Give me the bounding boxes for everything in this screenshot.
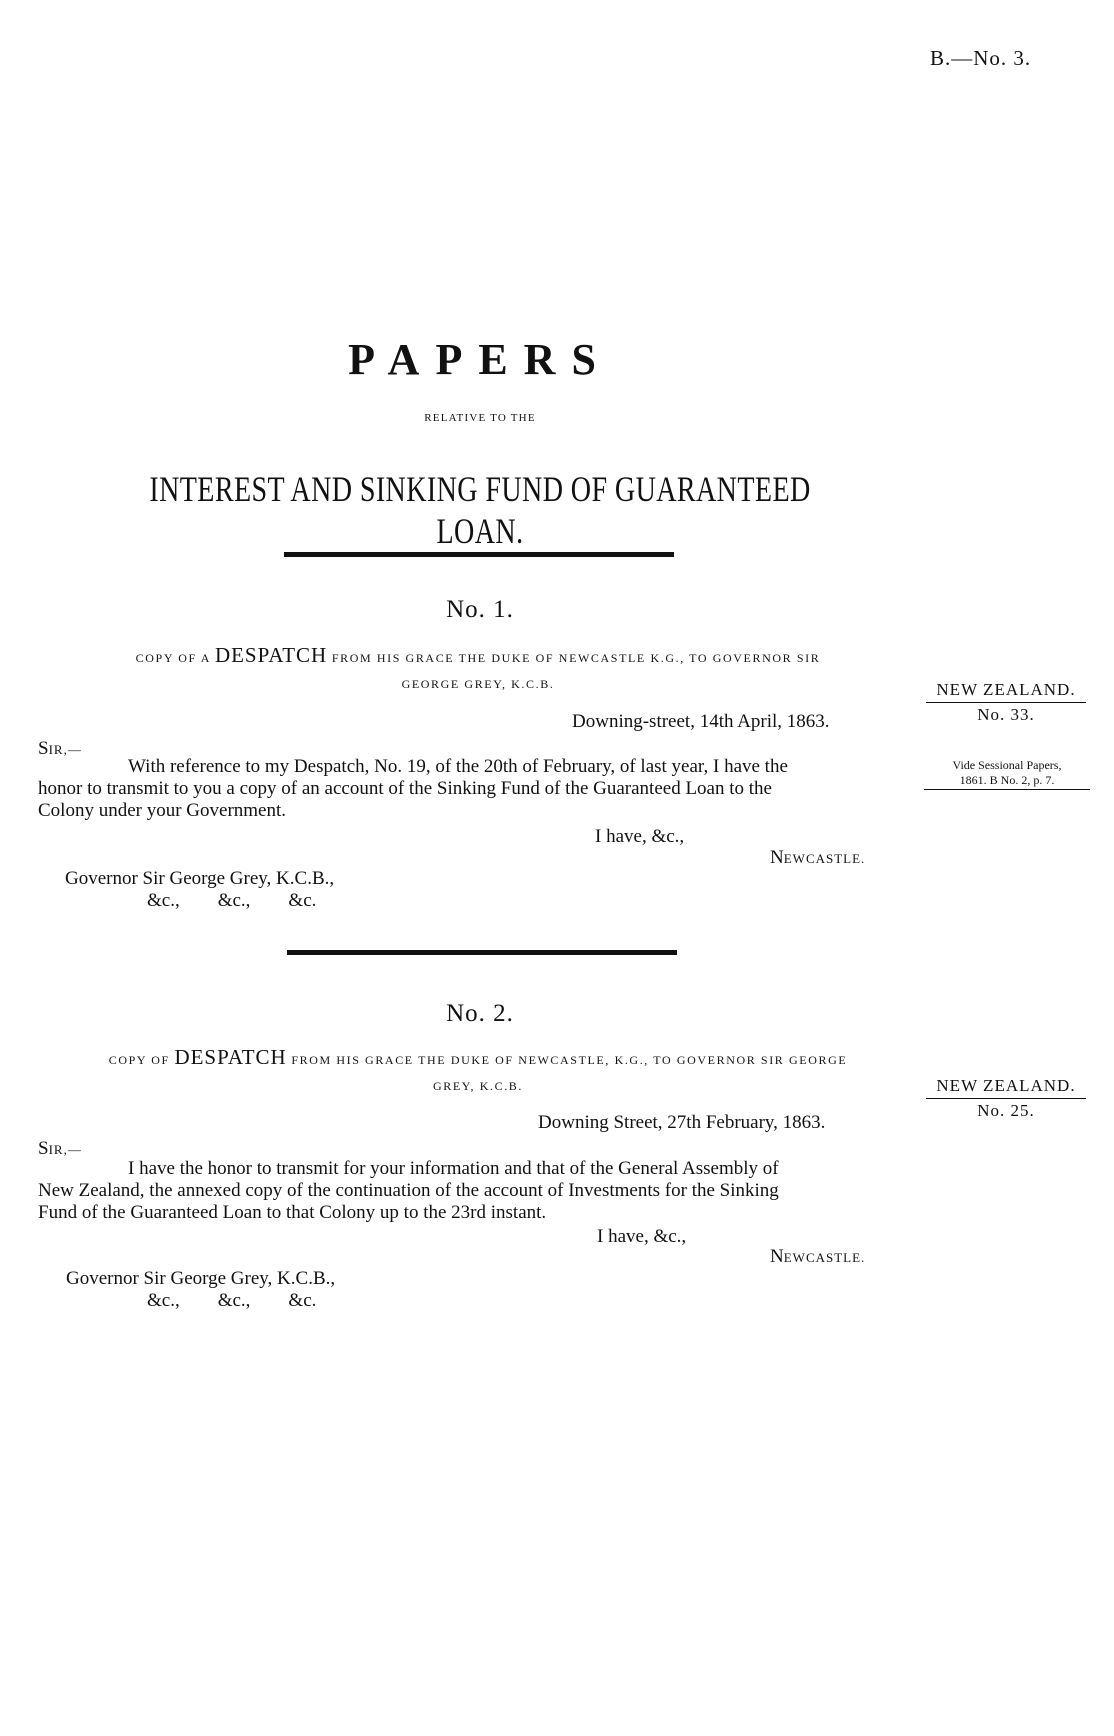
body-line: Fund of the Guaranteed Loan to that Colony up to the 23rd instant.	[38, 1202, 547, 1223]
margin-rule	[926, 1098, 1086, 1099]
body-line: Colony under your Government.	[38, 800, 287, 821]
signature: NEWCASTLE.	[770, 847, 866, 868]
addressee: Governor Sir George Grey, K.C.B.,	[66, 1268, 336, 1289]
despatch-date: Downing Street, 27th February, 1863.	[538, 1112, 826, 1133]
page-title: PAPERS	[348, 335, 612, 384]
caption-text: FROM HIS GRACE THE DUKE OF NEWCASTLE K.G., TO GOVERNOR SIR	[331, 651, 821, 665]
despatch-number: No. 1.	[446, 596, 514, 623]
body-line: New Zealand, the annexed copy of the continuation of the account of Investments for the Sinking	[38, 1180, 779, 1201]
addressee: Governor Sir George Grey, K.C.B.,	[65, 868, 335, 889]
addressee-etc: &c., &c., &c.	[147, 1290, 317, 1311]
salutation: SIR,—	[38, 1138, 82, 1159]
margin-note	[926, 680, 1086, 725]
caption-prefix: COPY OF	[108, 1053, 170, 1067]
closing: I have, &c.,	[597, 1226, 687, 1247]
body-line: With reference to my Despatch, No. 19, of the 20th of February, of last year, I have the	[128, 756, 788, 777]
salutation: SIR,—	[38, 738, 82, 759]
caption-despatch: DESPATCH	[214, 643, 328, 667]
despatch-body	[38, 756, 918, 822]
despatch-caption	[38, 642, 918, 697]
vide-note	[924, 758, 1090, 790]
caption-line-2: GREY, K.C.B.	[433, 1079, 523, 1093]
margin-note	[926, 1076, 1086, 1121]
vide-line: Vide Sessional Papers,	[952, 758, 1062, 772]
margin-despatch-no: No. 33.	[977, 705, 1035, 724]
divider-rule	[284, 552, 674, 557]
margin-colony: NEW ZEALAND.	[936, 680, 1076, 699]
margin-rule	[926, 702, 1086, 703]
divider-rule	[287, 950, 677, 955]
margin-despatch-no: No. 25.	[977, 1101, 1035, 1120]
body-line: I have the honor to transmit for your information and that of the General Assembly of	[128, 1158, 779, 1179]
vide-line: 1861. B No. 2, p. 7.	[924, 773, 1090, 790]
despatch-body	[38, 1158, 918, 1224]
caption-prefix: COPY OF A	[135, 651, 211, 665]
caption-text: FROM HIS GRACE THE DUKE OF NEWCASTLE, K.G., TO GOVERNOR SIR GEORGE	[291, 1053, 848, 1067]
despatch-number: No. 2.	[446, 1000, 514, 1027]
subtitle: RELATIVE TO THE	[424, 412, 536, 424]
despatch-date: Downing-street, 14th April, 1863.	[572, 711, 830, 732]
document-reference: B.—No. 3.	[930, 46, 1032, 70]
caption-despatch: DESPATCH	[174, 1045, 287, 1069]
closing: I have, &c.,	[595, 826, 685, 847]
margin-colony: NEW ZEALAND.	[936, 1076, 1076, 1095]
main-heading: INTEREST AND SINKING FUND OF GUARANTEED LOAN.	[149, 469, 811, 551]
caption-line-2: GEORGE GREY, K.C.B.	[401, 677, 555, 691]
body-line: honor to transmit to you a copy of an account of the Sinking Fund of the Guaranteed Loan to the	[38, 778, 772, 799]
despatch-caption	[38, 1044, 918, 1099]
addressee-etc: &c., &c., &c.	[147, 890, 317, 911]
signature: NEWCASTLE.	[770, 1246, 866, 1267]
